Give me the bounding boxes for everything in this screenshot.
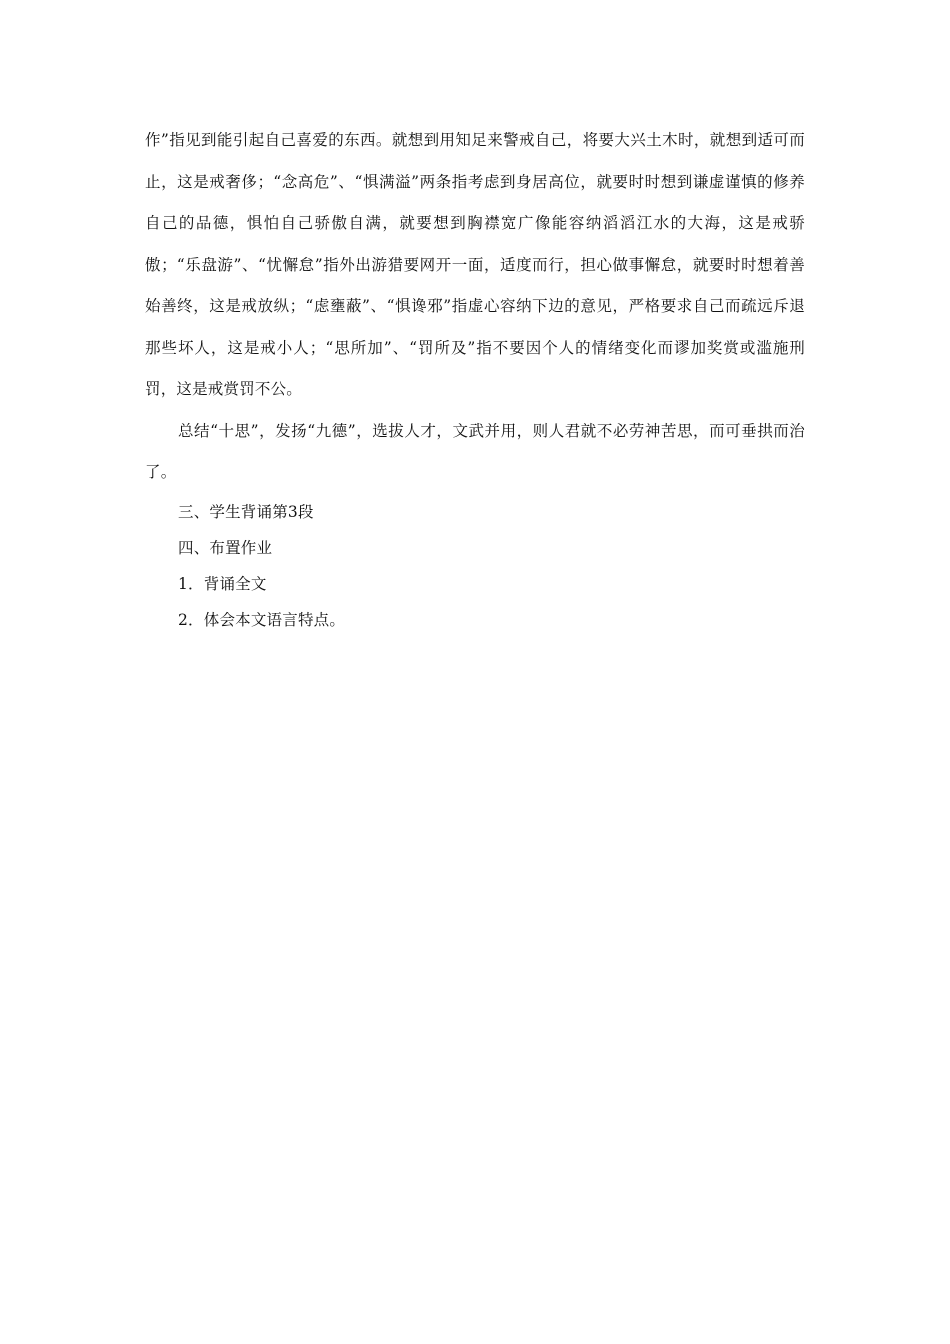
section-heading-homework: 四、布置作业 <box>178 538 273 557</box>
homework-item-2: 2．体会本文语言特点。 <box>178 610 346 629</box>
section-heading-recite: 三、学生背诵第3段 <box>178 502 314 521</box>
document-body <box>145 120 805 638</box>
paragraph-summary: 总结“十思”，发扬“九德”，选拔人才，文武并用，则人君就不必劳神苦思，而可垂拱而治了。 <box>145 421 805 481</box>
paragraph-explanation: 作”指见到能引起自己喜爱的东西。就想到用知足来警戒自己，将要大兴土木时，就想到适可而止，这是戒奢侈；“念高危”、“惧满溢”两条指考虑到身居高位，就要时时想到谦虚谨慎的修养自己的品德，惧怕自己骄傲自满，就要想到胸襟宽广像能容纳滔滔江水的大海，这是戒骄傲；“乐盘游”、“忧懈怠”指外出游猎要网开一面，适度而行，担心做事懈怠，就要时时想着善始善终，这是戒放纵；“虑壅蔽”、“惧谗邪”指虚心容纳下边的意见，严格要求自己而疏远斥退那些坏人，这是戒小人；“思所加”、“罚所及”指不要因个人的情绪变化而谬加奖赏或滥施刑罚，这是戒赏罚不公。 <box>145 131 805 398</box>
homework-item-1: 1．背诵全文 <box>178 574 267 593</box>
